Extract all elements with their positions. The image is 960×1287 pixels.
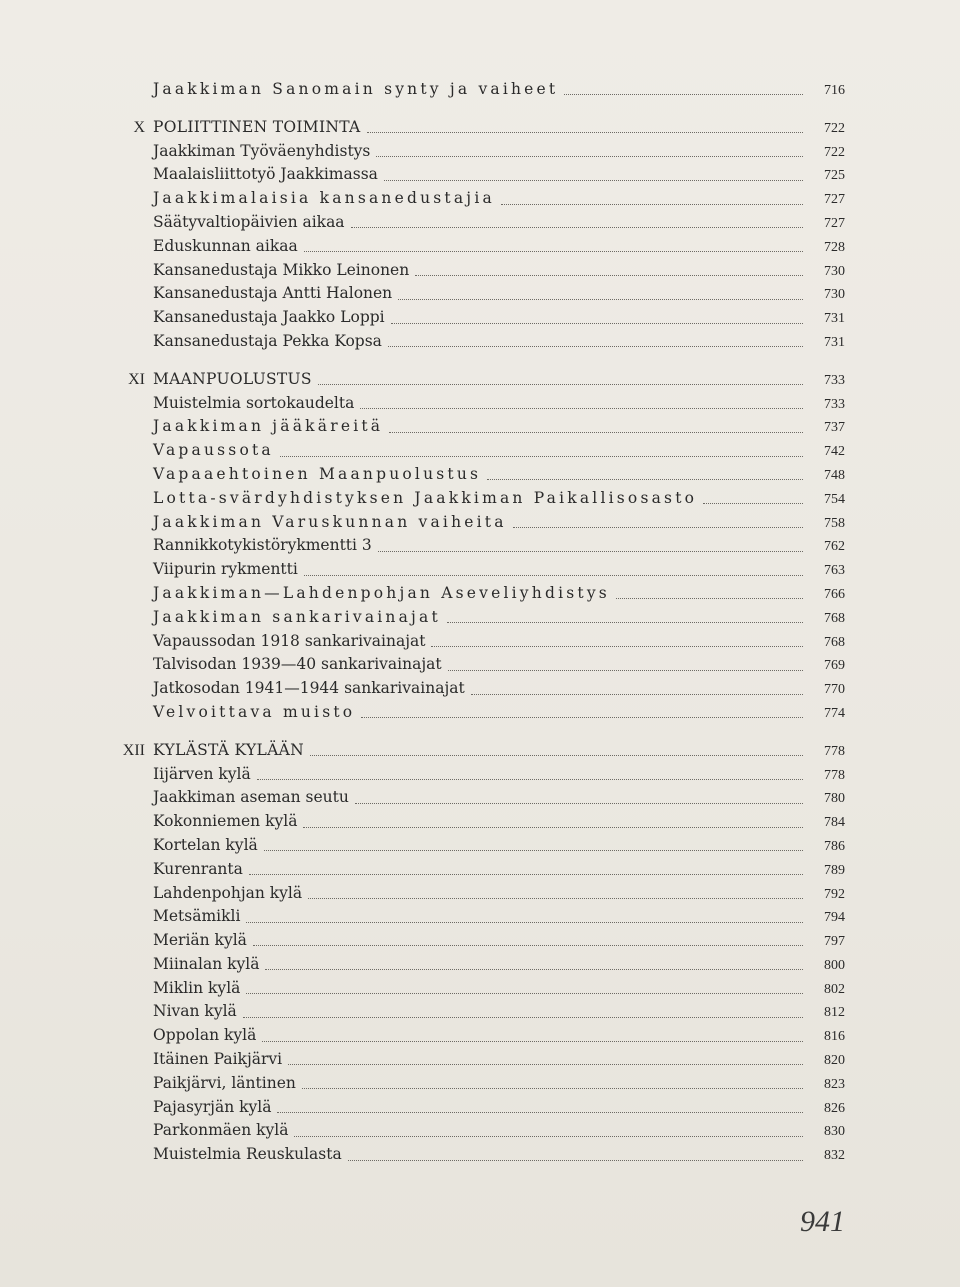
dot-leader — [384, 180, 803, 181]
dot-leader — [513, 527, 803, 528]
toc-entry-page: 797 — [824, 934, 845, 950]
toc-section-heading — [110, 368, 845, 392]
toc-entry-title: POLIITTINEN TOIMINTA — [153, 117, 361, 136]
toc-entry — [110, 953, 845, 977]
toc-entry — [110, 701, 845, 725]
toc-entry-title: Velvoittava muisto — [153, 702, 356, 721]
toc-entry-page: 769 — [824, 658, 845, 674]
dot-leader — [264, 850, 803, 851]
toc-entry — [110, 282, 845, 306]
dot-leader — [253, 945, 803, 946]
toc-entry — [110, 306, 845, 330]
toc-entry-title: Parkonmäen kylä — [153, 1121, 289, 1140]
dot-leader — [448, 670, 803, 671]
toc-entry — [110, 834, 845, 858]
toc-entry — [110, 1072, 845, 1096]
toc-entry-page: 812 — [824, 1005, 845, 1021]
toc-entry-title: Lotta-svärdyhdistyksen Jaakkiman Paikallisosasto — [153, 488, 698, 507]
toc-entry — [110, 606, 845, 630]
toc-entry — [110, 259, 845, 283]
dot-leader — [360, 408, 803, 409]
toc-entry-title: Eduskunnan aikaa — [153, 236, 298, 255]
toc-entry-page: 727 — [824, 215, 845, 231]
dot-leader — [351, 227, 803, 228]
dot-leader — [294, 1136, 803, 1137]
toc-entry-title: MAANPUOLUSTUS — [153, 369, 312, 388]
dot-leader — [389, 432, 803, 433]
toc-entry-page: 780 — [824, 791, 845, 807]
dot-leader — [277, 1112, 803, 1113]
toc-entry — [110, 487, 845, 511]
toc-entry-page: 832 — [824, 1148, 845, 1164]
toc-entry — [110, 786, 845, 810]
toc-entry-page: 778 — [824, 743, 845, 759]
toc-entry-page: 768 — [824, 634, 845, 650]
toc-entry-page: 770 — [824, 682, 845, 698]
dot-leader — [431, 646, 803, 647]
toc-entry-title: Vapaussodan 1918 sankarivainajat — [153, 631, 426, 650]
toc-entry — [110, 163, 845, 187]
toc-entry-page: 774 — [824, 705, 845, 721]
toc-entry — [110, 1024, 845, 1048]
toc-entry — [110, 810, 845, 834]
toc-entry-page: 730 — [824, 263, 845, 279]
toc-entry — [110, 330, 845, 354]
toc-entry — [110, 140, 845, 164]
toc-entry-title: KYLÄSTÄ KYLÄÄN — [153, 740, 304, 759]
toc-entry-title: Jaakkiman Sanomain synty ja vaiheet — [153, 80, 559, 98]
toc-entry-title: Kansanedustaja Pekka Kopsa — [153, 331, 382, 350]
toc-entry — [110, 558, 845, 582]
toc-entry-page: 737 — [824, 420, 845, 436]
dot-leader — [280, 456, 803, 457]
toc-entry-page: 792 — [824, 886, 845, 902]
dot-leader — [616, 598, 803, 599]
toc-entry-page: 802 — [824, 981, 845, 997]
toc-entry-title: Miinalan kylä — [153, 954, 260, 973]
toc-entry-title: Miklin kylä — [153, 978, 241, 997]
toc-entry-title: Jaakkiman aseman seutu — [153, 788, 349, 807]
toc-entry-title: Nivan kylä — [153, 1002, 237, 1021]
toc-entry-title: Kansanedustaja Mikko Leinonen — [153, 260, 410, 279]
dot-leader — [257, 779, 803, 780]
toc-entry — [110, 235, 845, 259]
toc-entry — [110, 858, 845, 882]
toc-entry-page: 768 — [824, 610, 845, 626]
toc-entry-title: Muistelmia sortokaudelta — [153, 393, 355, 412]
toc-entry-page: 758 — [824, 515, 845, 531]
toc-entry — [110, 1119, 845, 1143]
toc-entry — [110, 187, 845, 211]
toc-entry-page: 766 — [824, 586, 845, 602]
table-of-contents — [110, 78, 845, 1167]
toc-entry-page: 763 — [824, 563, 845, 579]
dot-leader — [262, 1041, 803, 1042]
toc-entry-title: Rannikkotykistörykmentti 3 — [153, 536, 372, 555]
toc-entry-title: Kurenranta — [153, 859, 243, 878]
toc-entry-page: 733 — [824, 396, 845, 412]
dot-leader — [249, 874, 803, 875]
toc-entry-title: Jaakkiman sankarivainajat — [153, 607, 441, 626]
toc-entry-title: Jaakkiman Työväenyhdistys — [153, 141, 371, 160]
toc-section-heading — [110, 739, 845, 763]
toc-entry-title: Pajasyrjän kylä — [153, 1097, 272, 1116]
dot-leader — [703, 503, 803, 504]
toc-entry-title: Lahdenpohjan kylä — [153, 883, 303, 902]
page-number: 941 — [800, 1205, 845, 1238]
dot-leader — [308, 898, 803, 899]
toc-entry — [110, 415, 845, 439]
toc-entry-title: Jaakkimalaisia kansanedustajia — [153, 189, 495, 208]
dot-leader — [391, 323, 803, 324]
toc-entry-title: Iijärven kylä — [153, 764, 251, 783]
dot-leader — [243, 1017, 803, 1018]
dot-leader — [348, 1160, 803, 1161]
toc-entry-title: Itäinen Paikjärvi — [153, 1050, 283, 1069]
toc-entry — [110, 534, 845, 558]
toc-entry-title: Jatkosodan 1941—1944 sankarivainajat — [153, 679, 465, 698]
dot-leader — [487, 479, 803, 480]
toc-entry — [110, 511, 845, 535]
dot-leader — [501, 204, 803, 205]
toc-entry-title: Oppolan kylä — [153, 1026, 257, 1045]
dot-leader — [246, 993, 803, 994]
toc-entry-page: 789 — [824, 862, 845, 878]
toc-entry-title: Säätyvaltiopäivien aikaa — [153, 212, 345, 231]
dot-leader — [355, 803, 803, 804]
dot-leader — [398, 299, 803, 300]
toc-entry — [110, 211, 845, 235]
dot-leader — [310, 755, 803, 756]
toc-entry — [110, 763, 845, 787]
toc-entry-page: 725 — [824, 168, 845, 184]
toc-entry — [110, 439, 845, 463]
toc-entry-title: Maalaisliittotyö Jaakkimassa — [153, 165, 378, 184]
toc-entry-title: Jaakkiman Varuskunnan vaiheita — [153, 512, 507, 531]
toc-entry-page: 742 — [824, 444, 845, 460]
toc-entry-page: 733 — [824, 372, 845, 388]
dot-leader — [564, 94, 803, 95]
toc-entry-page: 762 — [824, 539, 845, 555]
toc-entry-title: Jaakkiman jääkäreitä — [153, 417, 384, 436]
dot-leader — [376, 156, 803, 157]
dot-leader — [246, 922, 803, 923]
toc-entry-title: Kortelan kylä — [153, 835, 258, 854]
toc-entry — [110, 882, 845, 906]
toc-entry-title: Vapaussota — [153, 441, 274, 460]
dot-leader — [288, 1064, 803, 1065]
toc-entry — [110, 1096, 845, 1120]
toc-entry-page: 730 — [824, 287, 845, 303]
dot-leader — [471, 694, 803, 695]
toc-entry-title: Meriän kylä — [153, 931, 247, 950]
toc-entry-page: 800 — [824, 957, 845, 973]
chapter-numeral: X — [133, 118, 145, 136]
toc-entry-title: Paikjärvi, läntinen — [153, 1073, 296, 1092]
dot-leader — [447, 622, 803, 623]
toc-entry-page: 784 — [824, 815, 845, 831]
dot-leader — [367, 132, 803, 133]
toc-entry-title: Jaakkiman—Lahdenpohjan Aseveliyhdistys — [153, 583, 610, 602]
toc-entry — [110, 392, 845, 416]
toc-section-heading — [110, 116, 845, 140]
toc-entry-page: 830 — [824, 1124, 845, 1140]
toc-entry — [110, 677, 845, 701]
toc-entry-page: 722 — [824, 120, 845, 136]
toc-entry-title: Kansanedustaja Antti Halonen — [153, 284, 393, 303]
toc-entry-page: 722 — [824, 144, 845, 160]
toc-entry-title: Vapaaehtoinen Maanpuolustus — [153, 464, 482, 483]
toc-entry — [110, 630, 845, 654]
toc-entry-page: 728 — [824, 239, 845, 255]
toc-entry-page: 820 — [824, 1053, 845, 1069]
dot-leader — [265, 969, 803, 970]
toc-entry-page: 826 — [824, 1100, 845, 1116]
chapter-numeral: XII — [122, 741, 145, 759]
toc-entry — [110, 929, 845, 953]
toc-entry-title: Viipurin rykmentti — [153, 560, 298, 579]
toc-entry-page: 794 — [824, 910, 845, 926]
toc-entry-page: 786 — [824, 838, 845, 854]
toc-entry — [110, 905, 845, 929]
toc-entry — [110, 1143, 845, 1167]
dot-leader — [302, 1088, 803, 1089]
toc-entry-page: 754 — [824, 491, 845, 507]
dot-leader — [361, 717, 803, 718]
toc-entry — [110, 977, 845, 1001]
dot-leader — [303, 827, 803, 828]
toc-entry-page: 731 — [824, 334, 845, 350]
toc-entry-title: Kansanedustaja Jaakko Loppi — [153, 308, 385, 327]
toc-entry — [110, 1048, 845, 1072]
dot-leader — [318, 384, 803, 385]
toc-entry — [110, 582, 845, 606]
toc-entry-title: Muistelmia Reuskulasta — [153, 1145, 342, 1164]
toc-entry — [110, 1000, 845, 1024]
toc-entry — [110, 653, 845, 677]
toc-entry-page: 727 — [824, 192, 845, 208]
dot-leader — [415, 275, 803, 276]
toc-entry-title: Metsämikli — [153, 907, 241, 926]
toc-entry-page: 748 — [824, 467, 845, 483]
toc-entry-title: Kokonniemen kylä — [153, 812, 298, 831]
chapter-numeral: XI — [128, 370, 145, 388]
toc-entry-page: 778 — [824, 767, 845, 783]
toc-entry-title: Talvisodan 1939—40 sankarivainajat — [153, 655, 442, 674]
dot-leader — [388, 346, 803, 347]
toc-entry-page: 716 — [824, 83, 845, 98]
dot-leader — [304, 251, 803, 252]
toc-entry-page: 823 — [824, 1076, 845, 1092]
dot-leader — [378, 551, 803, 552]
dot-leader — [304, 575, 803, 576]
toc-entry-page: 816 — [824, 1029, 845, 1045]
toc-entry-page: 731 — [824, 311, 845, 327]
toc-entry — [110, 463, 845, 487]
toc-entry — [110, 78, 845, 102]
